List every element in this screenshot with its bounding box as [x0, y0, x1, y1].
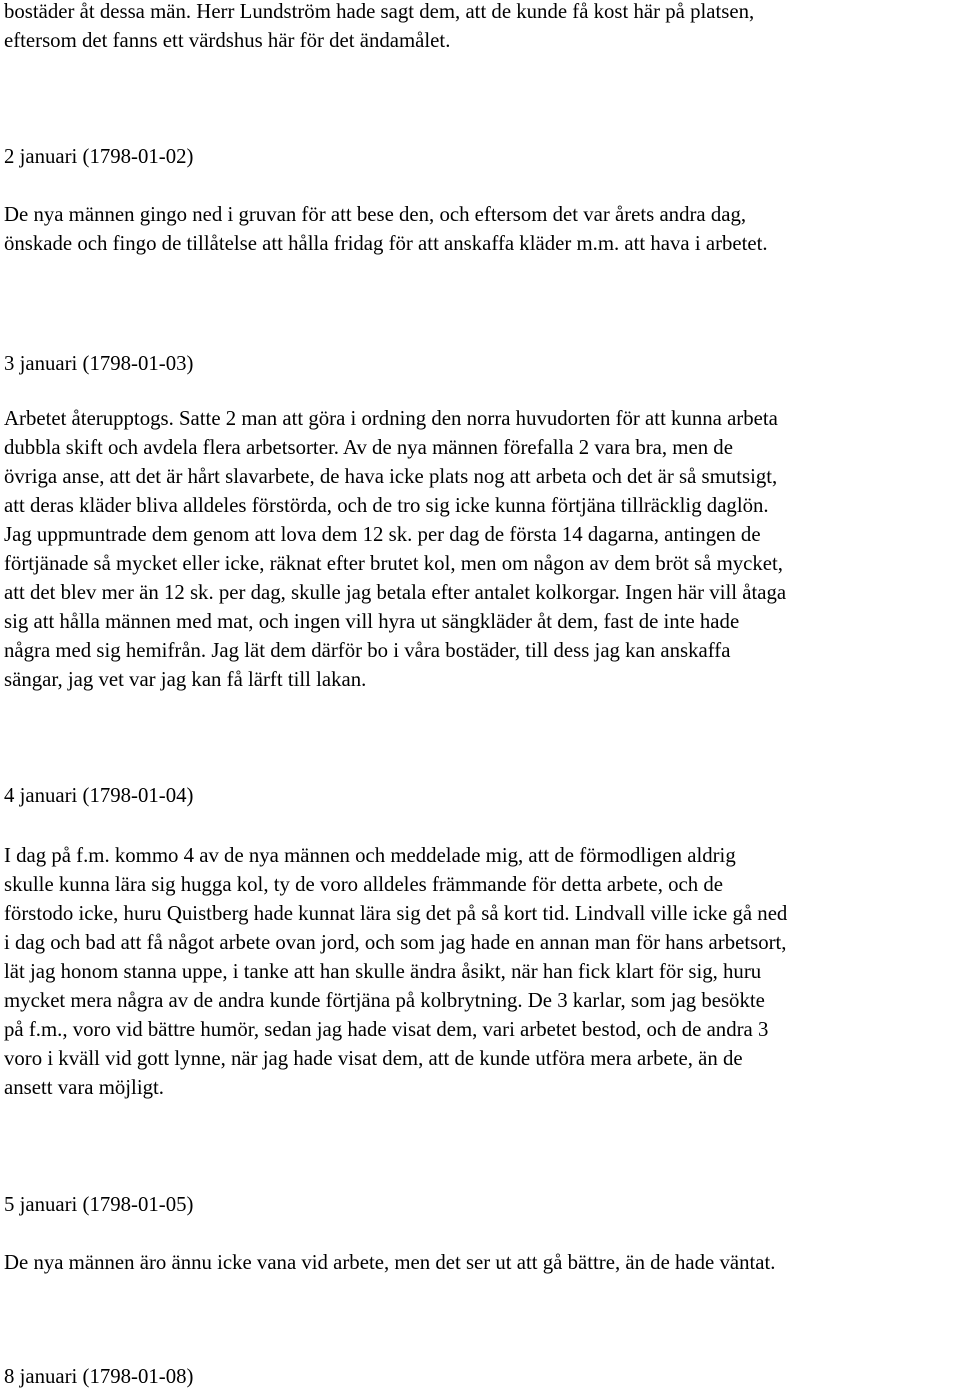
entry-date-heading: 4 januari (1798-01-04) [4, 784, 194, 807]
entry-paragraph: Arbetet återupptogs. Satte 2 man att göra i ordning den norra huvudorten för att kunna arbeta dubbla skift och avdela flera arbetsorter. Av de nya männen förefalla 2 vara bra, men de övriga anse, att det är hårt slavarbete, de hava icke plats nog att arbeta och det är så smutsigt, att deras kläder bliva alldeles förstörda, och de tro sig icke kunna förtjäna tillräcklig daglön. Jag uppmuntrade dem genom att lova dem 12 sk. per dag de första 14 dagarna, antingen de förtjänade så mycket eller icke, räknat efter brutet kol, men om någon av dem bröt så mycket, att det blev mer än 12 sk. per dag, skulle jag betala efter antalet kolkorgar. Ingen här vill åtaga sig att hålla männen med mat, och ingen vill hyra ut sängkläder åt dem, fast de inte hade några med sig hemifrån. Jag lät dem därför bo i våra bostäder, till dess jag kan anskaffa sängar, jag vet var jag kan få lärft till lakan. [4, 407, 787, 691]
entry-date-heading: 3 januari (1798-01-03) [4, 352, 194, 375]
entry-paragraph: I dag på f.m. kommo 4 av de nya männen och meddelade mig, att de förmodligen aldrig skulle kunna lära sig hugga kol, ty de voro alldeles främmande för detta arbete, och de förstodo icke, huru Quistberg hade kunnat lära sig det på så kort tid. Lindvall ville icke gå ned i dag och bad att få något arbete ovan jord, och som jag hade en annan man för hans arbetsort, lät jag honom stanna uppe, i tanke att han skulle ändra åsikt, när han fick klart för sig, huru mycket mera några av de andra kunde förtjäna på kolbrytning. De 3 karlar, som jag besökte på f.m., voro vid bättre humör, sedan jag hade visat dem, vari arbetet bestod, och de andra 3 voro i kväll vid gott lynne, när jag hade visat dem, att de kunde utföra mera arbete, än de ansett vara möjligt. [4, 844, 788, 1099]
entry-paragraph: De nya männen äro ännu icke vana vid arbete, men det ser ut att gå bättre, än de hade väntat. [4, 1251, 776, 1274]
entry-date-heading: 2 januari (1798-01-02) [4, 145, 194, 168]
entry-paragraph: De nya männen gingo ned i gruvan för att bese den, och eftersom det var årets andra dag, önskade och fingo de tillåtelse att hålla fridag för att anskaffa kläder m.m. att hava i arbetet. [4, 203, 768, 255]
paragraph-continuation: bostäder åt dessa män. Herr Lundström hade sagt dem, att de kunde få kost här på platsen, eftersom det fanns ett värdshus här för det ändamålet. [4, 0, 755, 52]
entry-date-heading: 5 januari (1798-01-05) [4, 1193, 194, 1216]
entry-date-heading: 8 januari (1798-01-08) [4, 1365, 194, 1388]
